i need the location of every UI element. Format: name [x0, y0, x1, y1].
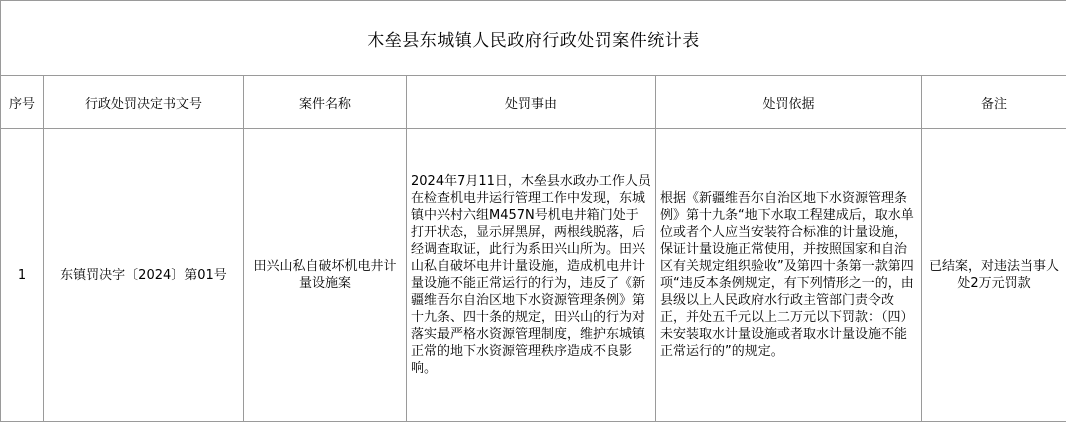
cell-document-number: 东镇罚决字〔2024〕第01号 — [44, 129, 244, 422]
header-row — [1, 76, 1066, 129]
table-title: 木垒县东城镇人民政府行政处罚案件统计表 — [1, 1, 1066, 76]
cell-case-name: 田兴山私自破坏机电井计量设施案 — [244, 129, 407, 422]
cell-basis: 根据《新疆维吾尔自治区地下水资源管理条例》第十九条“地下水取工程建成后，取水单位或者个人应当安装符合标准的计量设施，保证计量设施正常使用，并按照国家和自治区有关规定组织验收”及第四十条第一款第四项“违反本条例规定，有下列情形之一的，由县级以上人民政府水行政主管部门责令改正，并处五千元以上二万元以下罚款：（四）未安装取水计量设施或者取水计量设施不能正常运行的”的规定。 — [656, 129, 922, 422]
column-header-reason: 处罚事由 — [407, 76, 656, 129]
table-row — [1, 129, 1066, 422]
cell-reason: 2024年7月11日，木垒县水政办工作人员在检查机电井运行管理工作中发现，东城镇中兴村六组M457N号机电井箱门处于打开状态，显示屏黑屏，两根线脱落，后经调查取证，此行为系田兴山所为。田兴山私自破坏电井计量设施，造成机电井计量设施不能正常运行的行为，违反了《新疆维吾尔自治区地下水资源管理条例》第十九条、四十条的规定，田兴山的行为对落实最严格水资源管理制度，维护东城镇正常的地下水资源管理秩序造成不良影响。 — [407, 129, 656, 422]
column-header-document-number: 行政处罚决定书文号 — [44, 76, 244, 129]
title-row — [1, 1, 1066, 76]
column-header-number: 序号 — [1, 76, 44, 129]
cell-number: 1 — [1, 129, 44, 422]
column-header-basis: 处罚依据 — [656, 76, 922, 129]
cell-remark: 已结案，对违法当事人处2万元罚款 — [922, 129, 1066, 422]
column-header-remark: 备注 — [922, 76, 1066, 129]
column-header-case-name: 案件名称 — [244, 76, 407, 129]
